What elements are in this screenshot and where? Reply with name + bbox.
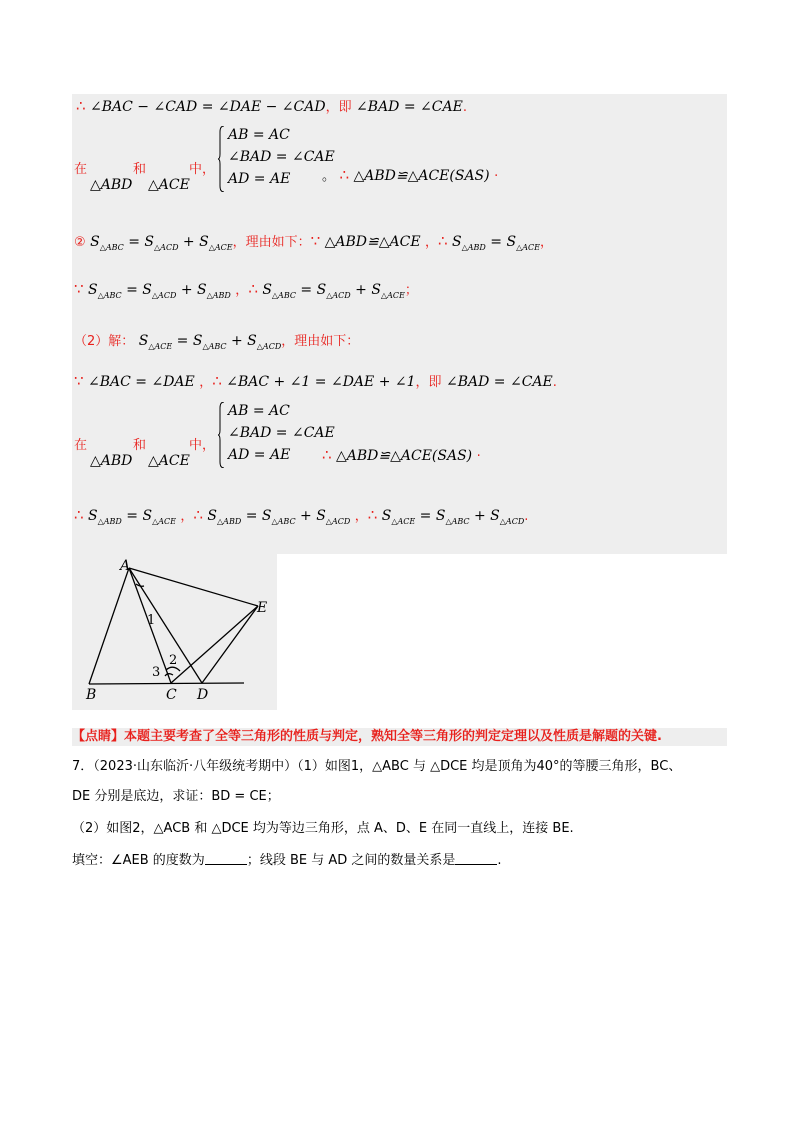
solution-line-2a: 在: [74, 162, 88, 177]
solution-line-3: ② $S_{\triangle ABC} = S_{\triangle ACD} + S_{\triangle ACE}$，理由如下：∵ △ABD≌△ACE ，∴ $S_{\triangle ABD} = S_{\triangle ACE}$，: [74, 232, 553, 252]
solution-line-6: ∵ ∠BAC = ∠DAE ，∴ ∠BAC + ∠1 = ∠DAE + ∠1，即 ∠BAD = ∠CAE.: [74, 372, 557, 390]
label-E: E: [257, 600, 268, 616]
label-angle-2: 2: [169, 653, 178, 668]
answer-blank-1[interactable]: [205, 852, 247, 865]
solution-line-5: （2）解： $S_{\triangle ACE} = S_{\triangle ABC} + S_{\triangle ACD}$，理由如下：: [74, 333, 360, 351]
comment-note: 【点睛】本题主要考查了全等三角形的性质与判定，熟知全等三角形的判定定理以及性质是解题的关键.: [72, 728, 727, 746]
solution-line-8: ∴ $S_{\triangle ABD} = S_{\triangle ACE}$ ，∴ $S_{\triangle ABD} = S_{\triangle ABC} + S_{\triangle ACD}$ ，∴ $S_{\triangle ACE} = S_{\triangle ABC} + S_{\triangle ACD}$.: [74, 506, 529, 526]
solution-line-7: 在: [74, 438, 88, 453]
solution-block: [72, 94, 727, 554]
solution-line-1: ∴ ∠BAC − ∠CAD = ∠DAE − ∠CAD，即 ∠BAD = ∠CAE.: [76, 97, 467, 115]
label-angle-1: 1: [147, 613, 156, 628]
question-line-4: 填空：∠AEB 的度数为 ；线段 BE 与 AD 之间的数量关系是 .: [72, 853, 502, 868]
brace-icon: [218, 402, 224, 468]
label-B: B: [86, 687, 97, 703]
label-D: D: [197, 687, 209, 703]
label-angle-3: 3: [152, 665, 161, 680]
question-line-3: （2）如图2，△ACB 和 △DCE 均为等边三角形，点 A、D、E 在同一直线上，连接 BE.: [72, 821, 574, 836]
geometry-figure: [72, 554, 277, 710]
label-A: A: [120, 558, 131, 574]
answer-blank-2[interactable]: [455, 852, 497, 865]
question-line-2: DE 分别是底边，求证：BD = CE；: [72, 789, 280, 804]
question-line-1: 7．（2023·山东临沂·八年级统考期中）（1）如图1，△ABC 与 △DCE 均是顶角为40°的等腰三角形，BC、: [72, 759, 682, 774]
label-C: C: [166, 687, 177, 703]
solution-line-4: ∵ $S_{\triangle ABC} = S_{\triangle ACD} + S_{\triangle ABD}$ ，∴ $S_{\triangle ABC} = S_{\triangle ACD} + S_{\triangle ACE}$；: [74, 280, 418, 300]
brace-icon: [218, 126, 224, 192]
